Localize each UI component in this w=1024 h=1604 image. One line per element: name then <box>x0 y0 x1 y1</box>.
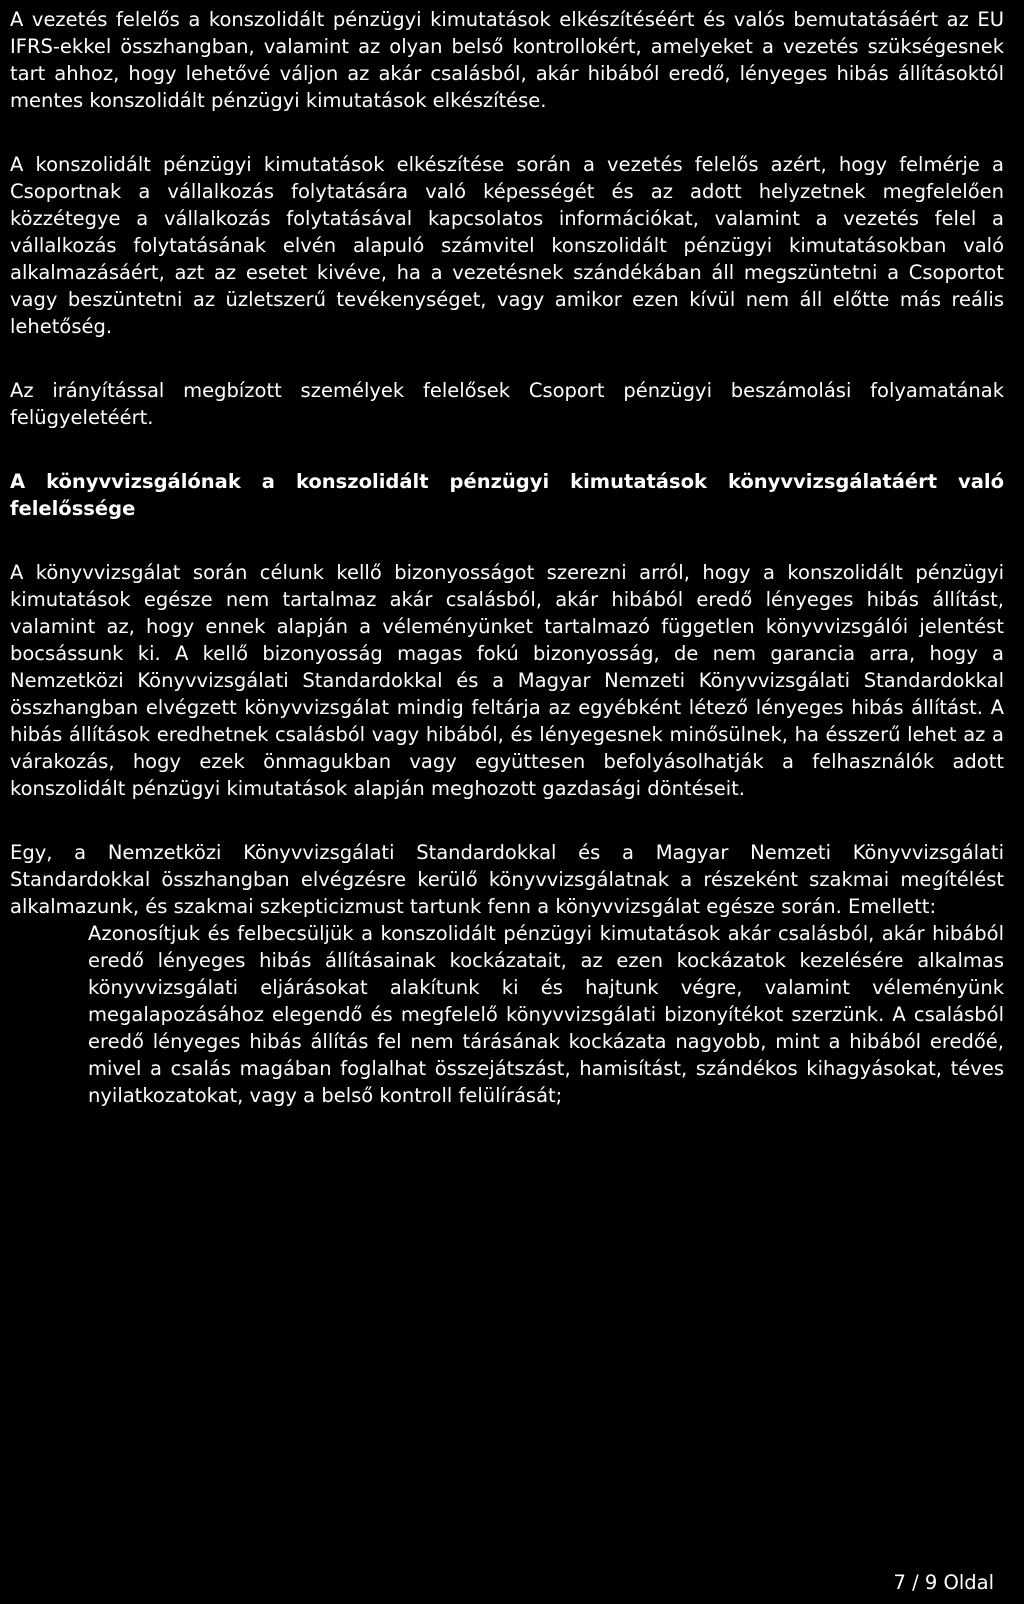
bullet-item-risk-assessment: Azonosítjuk és felbecsüljük a konszolidált pénzügyi kimutatások akár csalásból, akár hibából eredő lényeges hibás állításainak kockázatait, az ezen kockázatok kezelésére alkalmas könyvvizsgálati eljárásokat alakítunk ki és hajtunk végre, valamint véleményünk megalapozásához elegendő és megfelelő könyvvizsgálati bizonyítékot szerzünk. A csalásból eredő lényeges hibás állítás fel nem tárásának kockázata nagyobb, mint a hibából eredőé, mivel a csalás magában foglalhat összejátszást, hamisítást, szándékos kihagyásokat, téves nyilatkozatokat, vagy a belső kontroll felülírását; <box>88 922 1004 1107</box>
paragraph-professional-judgement: Egy, a Nemzetközi Könyvvizsgálati Standardokkal és a Magyar Nemzeti Könyvvizsgálati Standardokkal összhangban elvégzésre kerülő könyvvizsgálatnak a részeként szakmai megítélést alkalmazunk, és szakmai szkepticizmust tartunk fenn a könyvvizsgálat egésze során. Emellett: <box>10 841 1004 918</box>
section-heading: A könyvvizsgálónak a konszolidált pénzügyi kimutatások könyvvizsgálatáért való felelőssége <box>10 470 1004 520</box>
page-number: 7 / 9 Oldal <box>893 1571 994 1594</box>
bullet-list <box>10 920 1004 1109</box>
document-page <box>10 6 1004 1109</box>
paragraph-governance-oversight: Az irányítással megbízott személyek felelősek Csoport pénzügyi beszámolási folyamatának felügyeletéért. <box>10 379 1004 429</box>
paragraph-management-responsibility: A vezetés felelős a konszolidált pénzügyi kimutatások elkészítéséért és valós bemutatásáért az EU IFRS-ekkel összhangban, valamint az olyan belső kontrollokért, amelyeket a vezetés szükségesnek tart ahhoz, hogy lehetővé váljon az akár csalásból, akár hibából eredő, lényeges hibás állításoktól mentes konszolidált pénzügyi kimutatások elkészítése. <box>10 8 1004 112</box>
paragraph-going-concern: A konszolidált pénzügyi kimutatások elkészítése során a vezetés felelős azért, hogy felmérje a Csoportnak a vállalkozás folytatására való képességét és az adott helyzetnek megfelelően közzétegye a vállalkozás folytatásával kapcsolatos információkat, valamint a vezetés felel a vállalkozás folytatásának elvén alapuló számvitel konszolidált pénzügyi kimutatásokban való alkalmazásáért, azt az esetet kivéve, ha a vezetésnek szándékában áll megszüntetni a Csoportot vagy beszüntetni az üzletszerű tevékenységet, vagy amikor ezen kívül nem áll előtte más reális lehetőség. <box>10 153 1004 338</box>
paragraph-audit-objective: A könyvvizsgálat során célunk kellő bizonyosságot szerezni arról, hogy a konszolidált pénzügyi kimutatások egésze nem tartalmaz akár csalásból, akár hibából eredő lényeges hibás állítást, valamint az, hogy ennek alapján a véleményünket tartalmazó független könyvvizsgálói jelentést bocsássunk ki. A kellő bizonyosság magas fokú bizonyosság, de nem garancia arra, hogy a Nemzetközi Könyvvizsgálati Standardokkal és a Magyar Nemzeti Könyvvizsgálati Standardokkal összhangban elvégzett könyvvizsgálat mindig feltárja az egyébként létező lényeges hibás állítást. A hibás állítások eredhetnek csalásból vagy hibából, és lényegesnek minősülnek, ha ésszerű lehet az a várakozás, hogy ezek önmagukban vagy együttesen befolyásolhatják a felhasználók adott konszolidált pénzügyi kimutatások alapján meghozott gazdasági döntéseit. <box>10 561 1004 800</box>
